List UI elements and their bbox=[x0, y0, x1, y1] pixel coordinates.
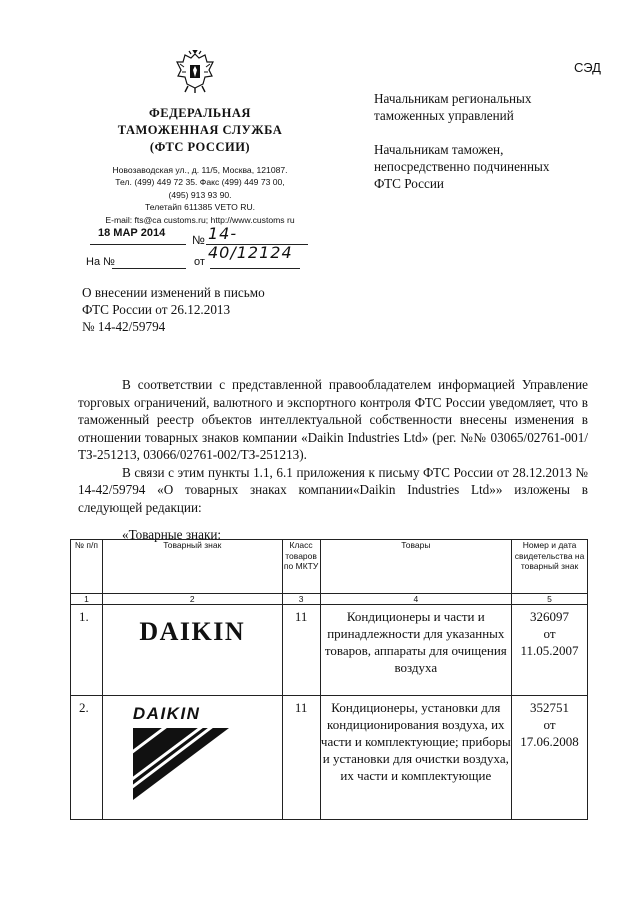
recipient-line: Начальникам таможен, bbox=[374, 142, 504, 157]
index-cell: 1 bbox=[71, 594, 103, 605]
subject-line: О внесении изменений в письмо bbox=[82, 285, 265, 300]
reference-number-line bbox=[112, 268, 186, 269]
table-intro: «Товарные знаки: bbox=[122, 527, 222, 542]
trademark-cell bbox=[102, 696, 282, 820]
date-stamp: 18 МАР 2014 bbox=[98, 227, 166, 239]
address-line: Телетайп 611385 VETO RU. bbox=[144, 202, 256, 213]
recipient-line: Начальникам региональных bbox=[374, 91, 532, 106]
agency-line-3: (ФТС РОССИИ) bbox=[149, 140, 251, 154]
subject-line: ФТС России от 26.12.2013 bbox=[82, 302, 231, 317]
number-label: № bbox=[192, 233, 205, 247]
registration-number: 352751 bbox=[530, 700, 570, 715]
row-number: 2. bbox=[71, 696, 103, 820]
reference-number-label: На № bbox=[86, 256, 115, 268]
recipient-block-1 bbox=[374, 90, 532, 124]
agency-name bbox=[90, 105, 310, 156]
registration-cell bbox=[512, 605, 588, 696]
recipient-line: непосредственно подчиненных bbox=[374, 159, 550, 174]
index-cell: 4 bbox=[320, 594, 512, 605]
daikin-logo-text: DAIKIN bbox=[132, 704, 201, 723]
address-line: E-mail: fts@ca customs.ru; http://www.customs ru bbox=[105, 214, 295, 225]
agency-address bbox=[80, 164, 320, 226]
russian-coat-of-arms-emblem bbox=[174, 50, 216, 94]
header-cell-registration: Номер и дата свидетельства на товарный знак bbox=[512, 540, 588, 594]
registration-cell bbox=[512, 696, 588, 820]
index-cell: 5 bbox=[512, 594, 588, 605]
agency-line-1: ФЕДЕРАЛЬНАЯ bbox=[149, 106, 251, 120]
recipient-line: ФТС России bbox=[374, 176, 444, 191]
subject-line: № 14-42/59794 bbox=[82, 319, 166, 334]
body-paragraph-1: В соответствии с представленной правообладателем информацией Управление торговых ограничений, валютного и экспортного контроля ФТС России уведомляет, что в таможенный реестр объектов интеллектуальной собственности внесены изменения в отношении товарных знаков компании «Daikin Industries Ltd» (рег. №№ 03065/02761-001/ТЗ-251213, 03066/02761-002/ТЗ-251213). bbox=[78, 377, 588, 462]
header-cell-number: № п/п bbox=[71, 540, 103, 594]
address-line: Тел. (499) 449 72 35. Факс (499) 449 73 00, bbox=[115, 177, 285, 188]
table-row bbox=[71, 605, 588, 696]
daikin-logo-triangle-icon bbox=[133, 728, 229, 800]
table-row bbox=[71, 696, 588, 820]
agency-line-2: ТАМОЖЕННАЯ СЛУЖБА bbox=[117, 123, 283, 137]
letter-body bbox=[78, 376, 588, 516]
class-cell: 11 bbox=[282, 696, 320, 820]
address-line: Новозаводская ул., д. 11/5, Москва, 121087. bbox=[112, 165, 288, 175]
header-cell-goods: Товары bbox=[320, 540, 512, 594]
letter-subject bbox=[82, 284, 265, 335]
daikin-logo bbox=[133, 704, 237, 808]
table-header-row bbox=[71, 540, 588, 594]
registration-from: от bbox=[543, 717, 556, 732]
daikin-word-mark: DAIKIN bbox=[139, 617, 246, 646]
outgoing-number-handwritten: 14-40/12124 bbox=[208, 224, 293, 262]
outgoing-number-field bbox=[206, 224, 308, 262]
reference-date-label: от bbox=[194, 256, 205, 268]
registration-from: от bbox=[543, 626, 556, 641]
header-cell-class: Класс товаров по МКТУ bbox=[282, 540, 320, 594]
class-cell: 11 bbox=[282, 605, 320, 696]
body-paragraph-2: В связи с этим пункты 1.1, 6.1 приложения к письму ФТС России от 28.12.2013 № 14-42/59794 «О товарных знаках компании«Daikin Industries Ltd»» изложены в следующей редакции: bbox=[78, 464, 588, 515]
trademarks-table bbox=[70, 539, 588, 820]
goods-cell: Кондиционеры, установки для кондиционирования воздуха, их части и комплектующие; приборы и установки для очистки воздуха, их части и комплектующие bbox=[320, 696, 512, 820]
address-line: (495) 913 93 90. bbox=[168, 189, 232, 200]
index-cell: 2 bbox=[102, 594, 282, 605]
index-cell: 3 bbox=[282, 594, 320, 605]
reference-date-line bbox=[210, 268, 300, 269]
trademark-cell bbox=[102, 605, 282, 696]
registration-date: 17.06.2008 bbox=[520, 734, 579, 749]
row-number: 1. bbox=[71, 605, 103, 696]
header-cell-mark: Товарный знак bbox=[102, 540, 282, 594]
registration-date: 11.05.2007 bbox=[520, 643, 579, 658]
sed-mark: СЭД bbox=[574, 60, 601, 75]
registration-number: 326097 bbox=[530, 609, 570, 624]
table-index-row bbox=[71, 594, 588, 605]
date-stamp-field bbox=[90, 226, 186, 245]
goods-cell: Кондиционеры и части и принадлежности для указанных товаров, аппараты для очищения воздуха bbox=[320, 605, 512, 696]
recipient-block-2 bbox=[374, 141, 550, 192]
recipient-line: таможенных управлений bbox=[374, 108, 514, 123]
